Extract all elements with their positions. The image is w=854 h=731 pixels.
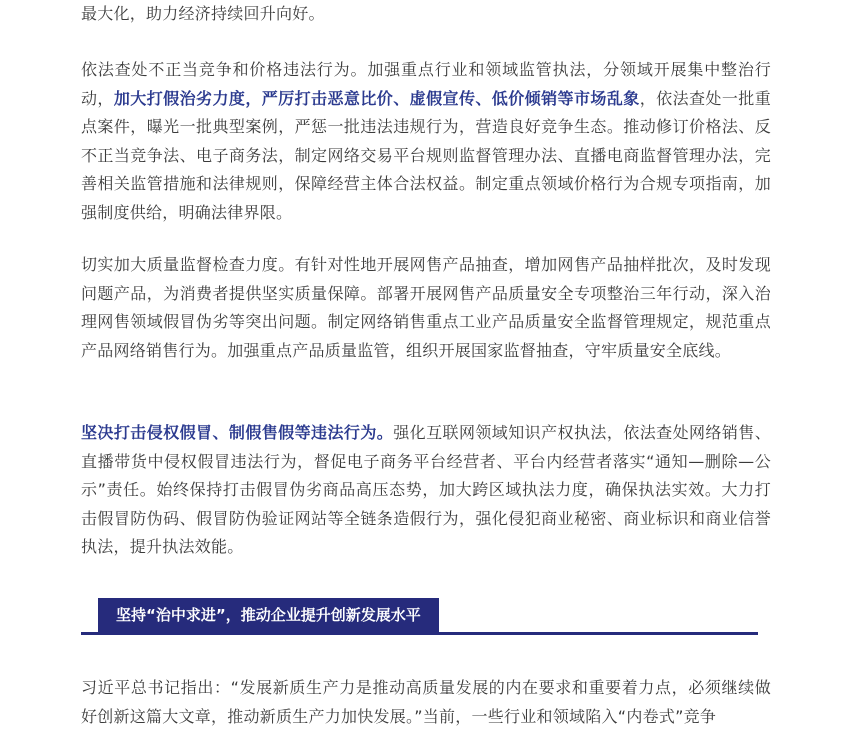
paragraph-2: [81, 251, 771, 365]
section-divider: [81, 632, 758, 635]
paragraph-1-rest: ，依法查处一批重点案件，曝光一批典型案例，严惩一批违法违规行为，营造良好竞争生态。推动修订价格法、反不正当竞争法、电子商务法，制定网络交易平台规则监督管理办法、直播电商监督管理办法，完善相关监管措施和法律规则，保障经营主体合法权益。制定重点领域价格行为合规专项指南，加强制度供给，明确法律界限。: [81, 88, 771, 222]
paragraph-4-text: 习近平总书记指出：“发展新质生产力是推动高质量发展的内在要求和重要着力点，必须继续做好创新这篇大文章，推动新质生产力加快发展。”当前，一些行业和领域陷入“内卷式”竞争: [81, 678, 771, 726]
paragraph-4: [81, 674, 771, 731]
paragraph-0: [81, 0, 771, 29]
paragraph-3-rest: 强化互联网领域知识产权执法，依法查处网络销售、直播带货中侵权假冒违法行为，督促电子商务平台经营者、平台内经营者落实“通知—删除—公示”责任。始终保持打击假冒伪劣商品高压态势，加大跨区域执法力度，确保执法实效。大力打击假冒防伪码、假冒防伪验证网站等全链条造假行为，强化侵犯商业秘密、商业标识和商业信誉执法，提升执法效能。: [81, 423, 771, 557]
paragraph-3-highlight: 坚决打击侵权假冒、制假售假等违法行为。: [81, 423, 394, 442]
section-header: [81, 598, 758, 638]
paragraph-1: [81, 56, 771, 228]
paragraph-2-text: 切实加大质量监督检查力度。有针对性地开展网售产品抽查，增加网售产品抽样批次，及时发现问题产品，为消费者提供坚实质量保障。部署开展网售产品质量安全专项整治三年行动，深入治理网售领域假冒伪劣等突出问题。制定网络销售重点工业产品质量安全监督管理规定，规范重点产品网络销售行为。加强重点产品质量监管，组织开展国家监督抽查，守牢质量安全底线。: [81, 255, 771, 360]
paragraph-1-highlight: 加大打假治劣力度，严厉打击恶意比价、虚假宣传、低价倾销等市场乱象: [113, 88, 640, 108]
paragraph-0-text: 最大化，助力经济持续回升向好。: [81, 4, 325, 23]
paragraph-1-lead: 依法查处不正当竞争和价格违法行为。加强重点行业和领域监管执法，分领域开展集中整治行动，: [81, 60, 771, 108]
section-title: 坚持“治中求进”，推动企业提升创新发展水平: [98, 598, 439, 632]
paragraph-3: [81, 419, 771, 562]
